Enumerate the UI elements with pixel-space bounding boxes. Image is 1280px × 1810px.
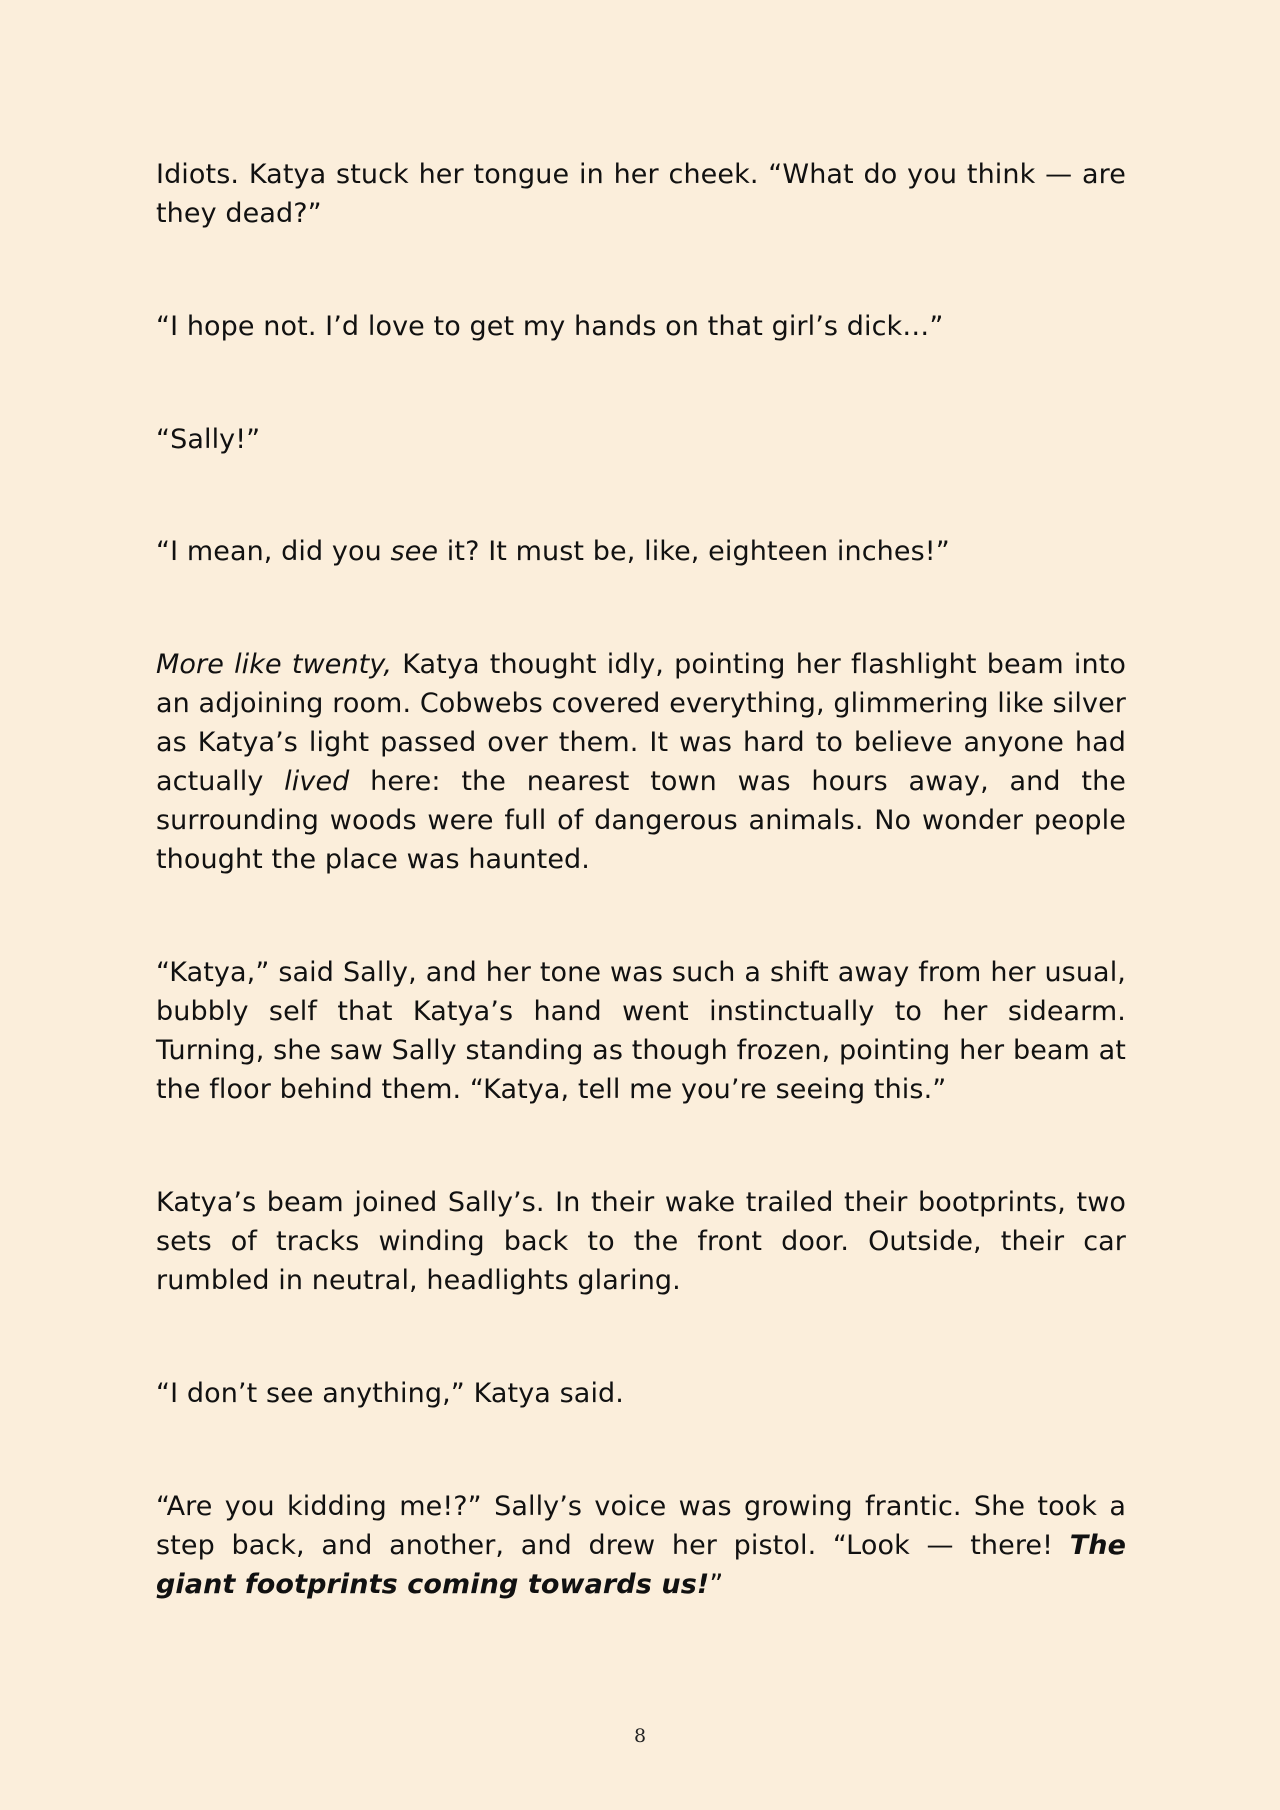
text-run: “I mean, did you: [156, 536, 391, 567]
text-run: “Are you kidding me!?” Sally’s voice was growing frantic. She took a step back, and another, and drew her pistol. “Look — there!: [156, 1491, 1126, 1561]
paragraph: [156, 1374, 1126, 1413]
italic-text-run: see: [390, 536, 439, 567]
text-run: Idiots. Katya stuck her tongue in her cheek. “What do you think — are they dead?”: [156, 159, 1126, 229]
text-run: here: the nearest town was hours away, and the surrounding woods were full of dangerous animals. No wonder people thought the place was haunted.: [156, 766, 1126, 875]
paragraph: [156, 953, 1126, 1109]
paragraph: [156, 645, 1126, 879]
page-number: 8: [633, 1725, 647, 1747]
text-run: “Sally!”: [156, 424, 261, 455]
paragraph: [156, 155, 1126, 233]
paragraph: [156, 420, 1126, 459]
text-run: Katya’s beam joined Sally’s. In their wake trailed their bootprints, two sets of tracks winding back to the front door. Outside, their car rumbled in neutral, headlights glaring.: [156, 1187, 1126, 1296]
paragraph: [156, 1487, 1126, 1604]
text-run: “I don’t see anything,” Katya said.: [156, 1378, 624, 1409]
text-run: it? It must be, like, eighteen inches!”: [438, 536, 950, 567]
italic-text-run: lived: [284, 766, 350, 797]
paragraph: [156, 307, 1126, 346]
text-run: “Katya,” said Sally, and her tone was such a shift away from her usual, bubbly self that Katya’s hand went instinctually to her sidearm. Turning, she saw Sally standing as though frozen, pointing her beam at the floor behind them. “Katya, tell me you’re seeing this.”: [156, 957, 1126, 1105]
text-run: “I hope not. I’d love to get my hands on that girl’s dick…”: [156, 311, 944, 342]
text-run: ”: [709, 1569, 724, 1600]
bold-italic-text-run: The giant footprints coming towards us!: [156, 1530, 1126, 1600]
paragraph: [156, 532, 1126, 571]
paragraph: [156, 1183, 1126, 1300]
text-run: Katya thought idly, pointing her flashlight beam into an adjoining room. Cobwebs covered everything, glimmering like silver as Katya’s light passed over them. It was hard to believe anyone had actually: [156, 649, 1126, 797]
italic-text-run: More like twenty,: [156, 649, 393, 680]
